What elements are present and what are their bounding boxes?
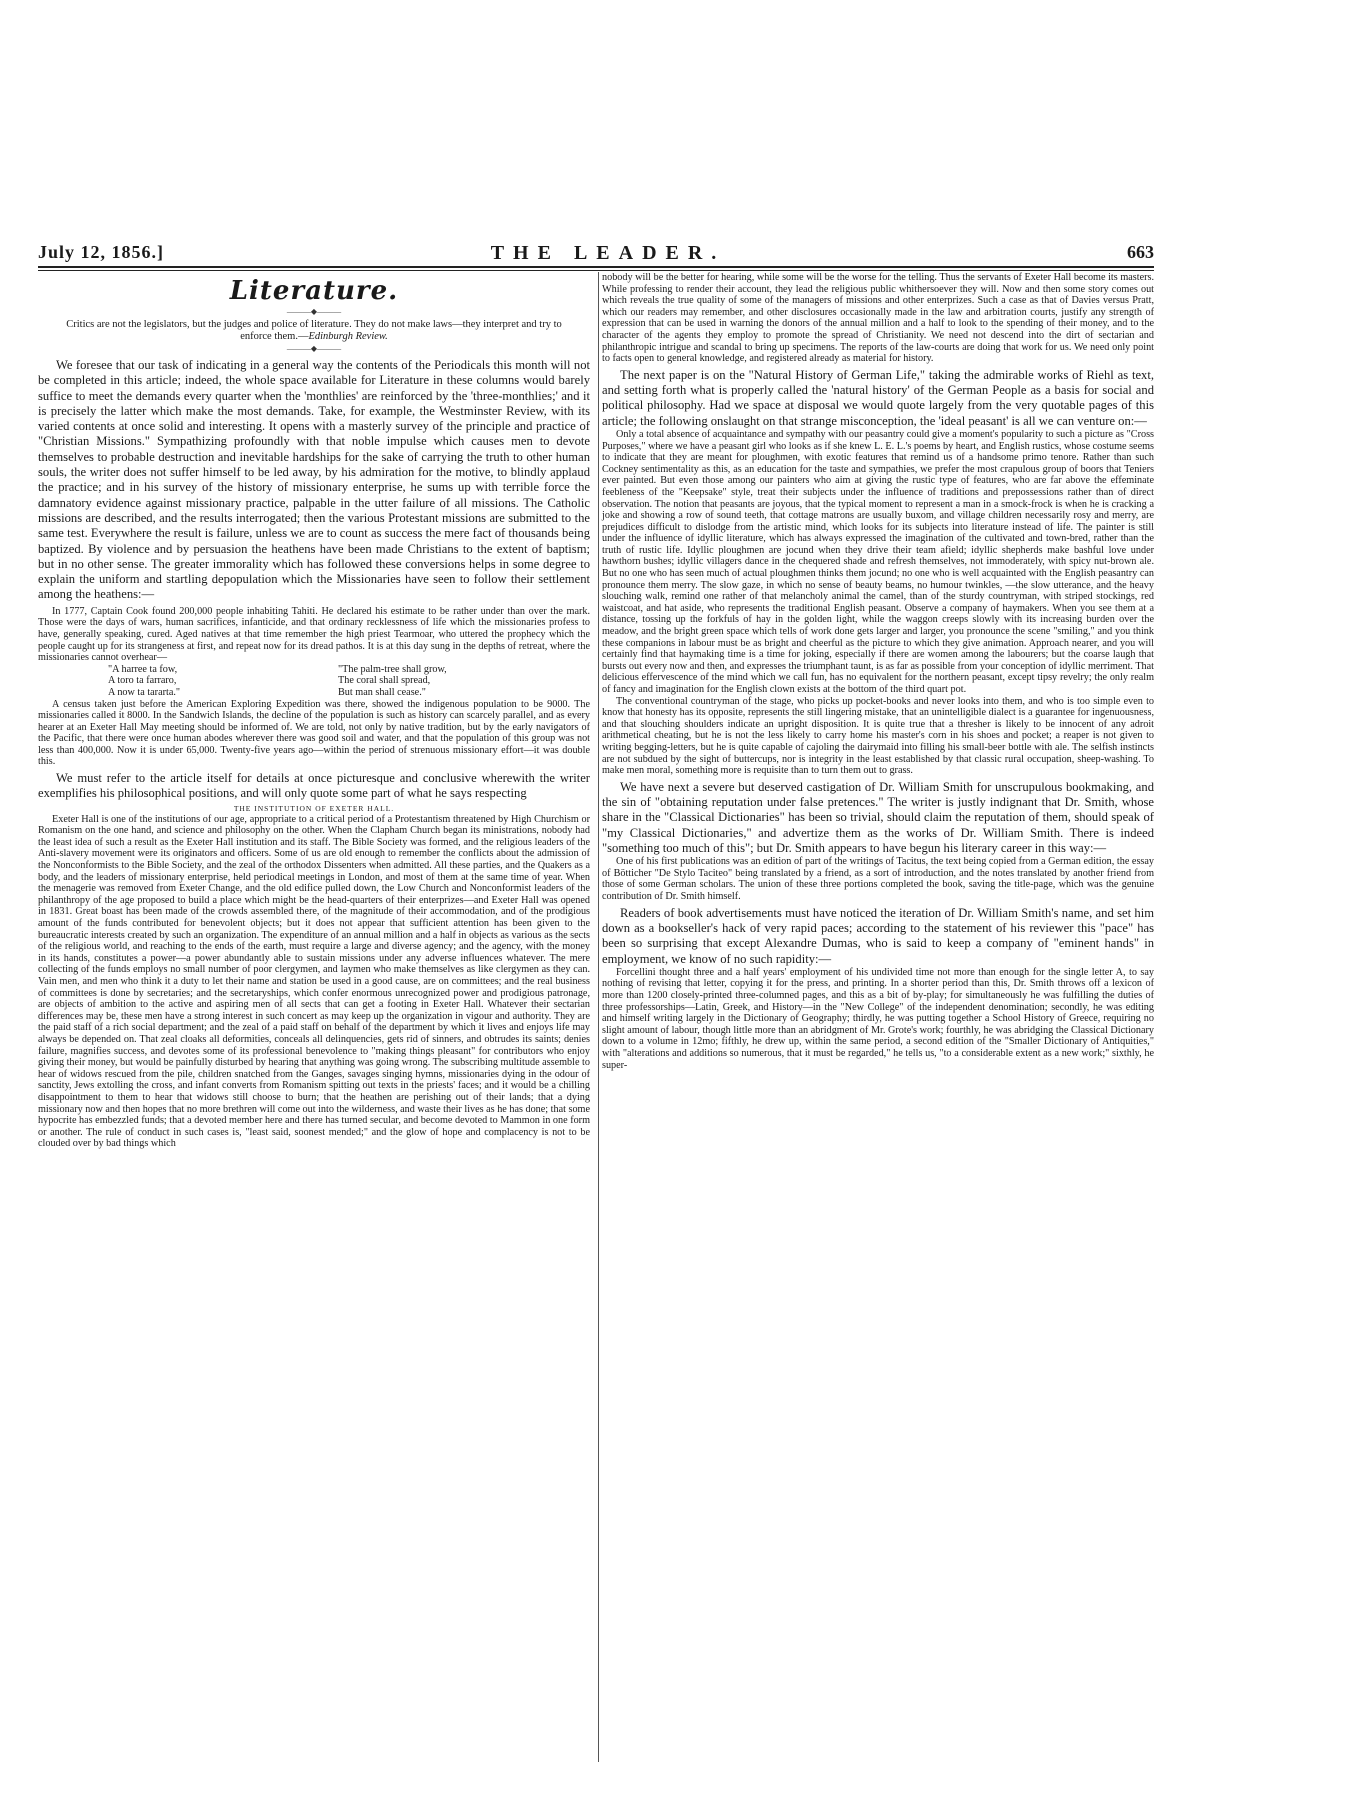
quoted-extract: Forcellini thought three and a half years' employment of his undivided time not more than enough for the single letter A, to say nothing of revising that letter, copying it for the press, and printing. In a shorter period than this, Dr. Smith throws off a lexicon of more than 1200 closely-printed three-columned pages, and this as a bit of by-play; for simultaneously he was fulfilling the duties of three professorships—Latin, Greek, and History—in the "New College" of the independent denomination; secondly, he was editing and himself writing largely in the Dictionary of Geography; thirdly, he was putting together a School History of Greece, requiring no slight amount of labour, though little more than an abridgment of Mr. Grote's work; fourthly, he was abridging the Classical Dictionary down to a volume in 12mo; fifthly, he drew up, within the same period, a second edition of the "Smaller Dictionary of Antiquities," with "alterations and additions so numerous, that it must be regarded," he tells us, "to a considerable extent as a new work;" sixthly, he super- <box>602 966 1154 1071</box>
paragraph: We foresee that our task of indicating in a general way the contents of the Periodicals this month will not be completed in this article; indeed, the whole space available for Literature in these columns would barely suffice to meet the demands every quarter when the 'monthlies' are reinforced by the 'three-monthlies;' and it is precisely the latter which make the most demands. Take, for example, the Westminster Review, with its varied contents at once solid and interesting. It opens with a masterly survey of the principle and practice of "Christian Missions." Sympathizing profoundly with that noble impulse which causes men to devote themselves to probable destruction and inevitable hardships for the sake of carrying the truth to other human souls, the writer does not suffer himself to be led away, by his admiration for the motive, to blindly applaud the practice; and in his survey of the history of missionary enterprise, he sums up with terrible force the damnatory evidence against missionary practice, palpable in the utter failure of all missions. The Catholic missions are described, and the results interrogated; then the various Protestant missions are submitted to the same test. Everywhere the result is failure, unless we are to count as success the mere fact of thousands being baptized. By violence and by persuasion the heathens have been made Christians to the extent of baptism; but in no other sense. The greater immorality which has followed these conversions helps in some degree to explain the uniform and startling depopulation which the Missionaries have seen to follow their settlement among the heathens:— <box>38 358 590 602</box>
epigraph-text: Critics are not the legislators, but the judges and police of literature. They do not make laws—they interpret and try to enforce them.— <box>66 319 562 342</box>
quoted-extract: The conventional countryman of the stage, who picks up pocket-books and never looks into them, and who is too simple even to know that honesty has its opposite, represents the still lingering mistake, that an unintelligible dialect is a guarantee for ingenuousness, and that slouching shoulders indicate an upright disposition. It is quite true that a thresher is likely to be innocent of any adroit arithmetical cheating, but he is not the less likely to carry home his master's corn in his shoes and pocket; a reaper is not given to writing begging-letters, but he is quite capable of cajoling the dairymaid into filling his small-beer bottle with ale. The selfish instincts are not subdued by the sight of buttercups, nor is integrity in the least established by that classic rural occupation, sheep-washing. To make men moral, something more is requisite than to turn them out to grass. <box>602 695 1154 777</box>
paragraph: The next paper is on the "Natural History of German Life," taking the admirable works of Riehl as text, and setting forth what is properly called the 'natural history' of the German People as a basis for social and political philosophy. Had we space at disposal we would quote largely from the very quotable pages of this article; the following onslaught on that strange misconception, the 'ideal peasant' is all we can venture on:— <box>602 367 1154 428</box>
verse <box>108 664 590 699</box>
quoted-extract: nobody will be the better for hearing, while some will be the worse for the telling. Thus the servants of Exeter Hall become its masters. While professing to render their account, they lead the religious public whithersoever they will. Now and then some story comes out which reveals the true quality of some of the managers of missions and other enterprizes. Such a case as that of Davies versus Pratt, which our readers may remember, and other disclosures occasionally made in the law and arbitration courts, justify any strength of expression that can be used in warning the donors of the annual million and a half to look to the spending of their money, and to the character of the agents they employ to promote the spread of Christianity. We need not descend into the dirt of sectarian and philanthropic intrigue and scandal to bring up specimens. The reports of the law-courts are doing that work for us. We need only point to facts open to general knowledge, and registered already as material for history. <box>602 272 1154 365</box>
verse-line: "The palm-tree shall grow, <box>338 663 447 675</box>
issue-date: July 12, 1856.] <box>38 242 165 262</box>
quoted-extract: A census taken just before the American Exploring Expedition was there, showed the indigenous population to be 9000. The missionaries called it 8000. In the Sandwich Islands, the decline of the population is such as history can scarcely parallel, and as every hearer at an Exeter Hall May meeting should be informed of. We are told, not only by native tradition, but by the early navigators of the Pacific, that there were once human abodes wherever there was good soil and water, and that the population of this group was not less than 400,000. Now it is under 65,000. Twenty-five years ago—within the period of strenuous missionary effort—it was double this. <box>38 698 590 768</box>
paragraph: We have next a severe but deserved castigation of Dr. William Smith for unscrupulous bookmaking, and the sin of "obtaining reputation under false pretences." The writer is justly indignant that Dr. Smith, whose share in the "Classical Dictionaries" has been so trivial, should claim the reputation of them, should speak of "my Classical Dictionaries," and advertize them as the works of Dr. William Smith. There is indeed "something too much of this"; but Dr. Smith appears to have begun his literary career in this way:— <box>602 779 1154 855</box>
quoted-extract: One of his first publications was an edition of part of the writings of Tacitus, the text being copied from a German edition, the essay of Bötticher "De Stylo Taciteo" being translated by a friend, as a sort of introduction, and the notes translated by another friend from those of some German scholars. The union of these three portions completed the book, saving the title-page, which was the genuine contribution of Dr. Smith himself. <box>602 856 1154 903</box>
newspaper-title: THE LEADER. <box>490 242 726 264</box>
epigraph <box>52 319 576 343</box>
section-title: Literature. <box>229 276 399 306</box>
verse-line: A now ta tararta." <box>108 686 181 698</box>
paragraph: We must refer to the article itself for details at once picturesque and conclusive wherewith the writer exemplifies his philosophical positions, and will only quote some part of what he says respecting <box>38 771 590 801</box>
verse-line: The coral shall spread, <box>338 675 431 687</box>
quoted-extract: Only a total absence of acquaintance and sympathy with our peasantry could give a moment's popularity to such a picture as "Cross Purposes," where we have a peasant girl who looks as if she knew L. E. L.'s poems by heart, and English rustics, whose costume seems to indicate that they are meant for ploughmen, with exotic features that remind us of a handsome primo tenore. Rather than such Cockney sentimentality as this, as an education for the taste and sympathies, we prefer the most crapulous group of boors that Teniers ever painted. But even those among our painters who aim at giving the rustic type of features, who are far above the effeminate feebleness of the "Keepsake" style, treat their subjects under the influence of traditions and prepossessions rather than of direct observation. The notion that peasants are joyous, that the typical moment to represent a man in a smock-frock is when he is cracking a joke and showing a row of sound teeth, that cottage matrons are usually buxom, and village children necessarily rosy and merry, are prejudices difficult to dislodge from the artistic mind, which looks for its subjects into literature instead of life. The painter is still under the influence of idyllic literature, which has always expressed the imagination of the cultivated and town-bred, rather than the truth of rustic life. Idyllic ploughmen are jocund when they drive their team afield; idyllic shepherds make bashful love under hawthorn bushes; idyllic villagers dance in the chequered shade and refresh themselves, not immoderately, with spicy nut-brown ale. But no one who has seen much of actual ploughmen thinks them jocund; no one who is well acquainted with the English peasantry can pronounce them merry. The slow gaze, in which no sense of beauty beams, no humour twinkles, —the slow utterance, and the heavy slouching walk, remind one rather of that melancholy animal the camel, than of the sturdy countryman, with striped stockings, red waistcoat, and hat aside, who represents the traditional English peasant. Observe a company of haymakers. When you see them at a distance, tossing up the forkfuls of hay in the golden light, while the waggon creeps slowly with its increasing burden over the meadow, and the bright green space which tells of work done gets larger and larger, you pronounce the scene "smiling," and you think these companions in labour must be as bright and cheerful as the picture to which they give animation. Approach nearer, and you will certainly find that haymaking time is a time for joking, especially if there are women among the labourers; but the coarse laugh that bursts out every now and then, and expresses the triumphant taunt, is as far as possible from your conception of idyllic merriment. That delicious effervescence of the mind which we call fun, has no equivalent for the northern peasant, except tipsy revelry; the only realm of fancy and imagination for the English clown exists at the bottom of the third quart pot. <box>602 428 1154 695</box>
paragraph: Readers of book advertisements must have noticed the iteration of Dr. William Smith's name, and set him down as a bookseller's hack of very rapid paces; according to the statement of his reviewer this "pace" has been so surprising that except Alexandre Dumas, who is said to keep a company of "eminent hands" in employment, we know of no such rapidity:— <box>602 905 1154 966</box>
quoted-extract: In 1777, Captain Cook found 200,000 people inhabiting Tahiti. He declared his estimate to be rather under than over the mark. Those were the days of wars, human sacrifices, infanticide, and that ordinary recklessness of life which the missionaries profess to have, generally speaking, cured. Aged natives at that time remember the high priest Tearmoar, who uttered the prophecy which the people caught up for its strangeness at first, and repeat now for its dread pathos. It is at this day sung in the depths of retreat, where the missionaries cannot overhear— <box>38 605 590 664</box>
masthead <box>38 242 1154 266</box>
masthead-rule-thin <box>38 270 1154 271</box>
masthead-rule <box>38 266 1154 268</box>
column-divider <box>598 272 599 1762</box>
verse-line: But man shall cease." <box>338 686 426 698</box>
subheading: THE INSTITUTION OF EXETER HALL. <box>233 803 395 813</box>
verse-line: "A harree ta fow, <box>108 663 178 675</box>
page-number: 663 <box>1127 242 1154 262</box>
left-column <box>38 272 590 1150</box>
verse-line: A toro ta farraro, <box>108 675 177 687</box>
quoted-extract: Exeter Hall is one of the institutions of our age, appropriate to a critical period of a Protestantism threatened by High Churchism or Romanism on the one hand, and science and philosophy on the other. When the Clapham Church began its ministrations, nobody had the least idea of such a result as the Exeter Hall institution and its staff. The Bible Society was formed, and the religious leaders of the Anti-slavery movement were its originators and officers. Some of us are old enough to remember the conflicts about the admission of the Nonconformists to the Bible Society, and the zeal of the orthodox Dissenters when admitted. All these parties, and the Quakers as a body, and the leaders of missionary enterprise, held periodical meetings in London, and most of them at the same time of year. When the menagerie was removed from Exeter Change, and the old edifice pulled down, the Low Church and Nonconformist leaders of the philanthropy of the age proposed to build a place which might be the head-quarters of their enterprizes—and Exeter Hall was opened in 1831. Great boast has been made of the crowds assembled there, of the magnitude of their accommodation, and of the prodigious amount of the funds contributed for benevolent objects; but it does not appear that sufficient attention has been given to the bureaucratic interests created by such an organization. The expenditure of an annual million and a half in objects as various as the sects of the religious world, and reaching to the ends of the earth, must require a large and diverse agency; and the agency, with the money in its hands, constitutes a power—a power abundantly able to sustain missions under any adverse influences whatever. The mere collecting of the funds employs no small number of poor clergymen, and laymen who make themselves as like clergymen as they can. Vain men, and men who think it a duty to let their name and station be used in a good cause, are on committees; and the real business of committees is done by secretaries; and the secretaryships, which confer enormous unrecognized power and prodigious patronage, are objects of ambition to the active and aspiring men of all sects that can get a footing in Exeter Hall. Whatever their sectarian differences may be, these men have a strong interest in such concert as may keep up the organization in vigour and authority. They are the paid staff of a rich social department; and the zeal of a paid staff on behalf of the department by which it lives and enjoys life may always be depended on. That zeal cloaks all deformities, conceals all delinquencies, gets rid of sinners, and obtrudes its saints; denies failure, magnifies success, and devotes some of its professional benevolence to "making things pleasant" for contributors who enjoy giving their money, but would be painfully disturbed by hearing that anything was going wrong. The subscribing multitude assemble to hear of widows rescued from the pile, children snatched from the Ganges, savages singing hymns, missionaries dying in the odour of sanctity, Jews extolling the cross, and infant converts from Romanism spitting out texts in the priests' faces; and it would be a chilling disappointment to them to hear that widows still choose to burn; that the heathen are perishing out of their lands; that a dying missionary now and then hopes that no more brethren will come out into the wilderness, and waste their lives as he has done; that some hypocrite has embezzled funds; that a devoted member here and there has turned secular, and become devoted to Mammon in one form or another. The rule of conduct in such cases is, "least said, soonest mended;" and the glow of hope and complacency is not to be clouded over by bad things which <box>38 813 590 1150</box>
right-column <box>602 272 1154 1071</box>
ornament-divider: ———◆——— <box>286 344 342 353</box>
epigraph-source: Edinburgh Review. <box>308 331 388 342</box>
ornament-divider: ———◆——— <box>286 307 342 316</box>
